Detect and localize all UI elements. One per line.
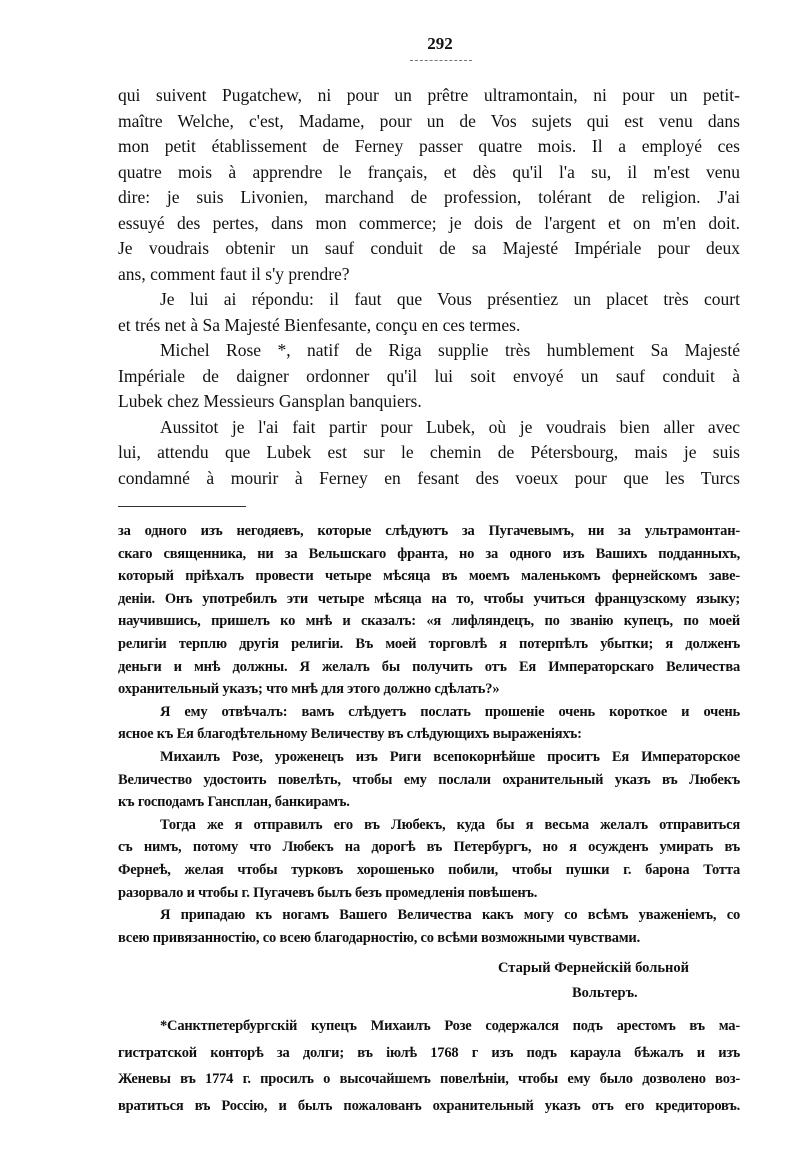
text-line: maître Welche, c'est, Madame, pour un de Vos sujets qui est venu dans	[118, 110, 740, 131]
text-line: Величество удостоить повелѣть, чтобы ему послали охранительный указъ въ Любекъ	[118, 771, 740, 788]
text-line: ясное къ Ея благодѣтельному Величеству въ слѣдующихъ выраженіяхъ:	[118, 726, 582, 743]
text-line: религіи терплю другія религіи. Въ моей торговлѣ я потерпѣлъ убытки; я долженъ	[118, 635, 740, 652]
text-line: который пріѣхалъ провести четыре мѣсяца въ моемъ маленькомъ фернейскомъ заве-	[118, 568, 740, 585]
text-line: научившись, пришелъ ко мнѣ и сказалъ: «я лифляндецъ, по званію купецъ, по моей	[118, 613, 740, 630]
text-line: et trés net à Sa Majesté Bienfesante, conçu en ces termes.	[118, 314, 521, 335]
text-line: Тогда же я отправилъ его въ Любекъ, куда бы я весьма желалъ отправиться	[160, 816, 740, 833]
text-line: qui suivent Pugatchew, ni pour un prêtre ultramontain, ni pour un petit-	[118, 85, 740, 105]
text-line: *Санктпетербургскій купецъ Михаилъ Розе содержался подъ арестомъ въ ма-	[160, 1018, 740, 1034]
text-line: за одного изъ негодяевъ, которые слѣдуютъ за Пугачевымъ, ни за ультрамонтан-	[118, 523, 740, 539]
text-line: всею привязанностію, со всею благодарностію, со всѣми возможными чувствами.	[118, 929, 641, 946]
page-number-rule	[410, 60, 472, 61]
text-line: деніи. Онъ употребилъ эти четыре мѣсяца на то, чтобы учиться французскому языку;	[118, 590, 740, 607]
text-line: гистратской конторѣ за долги; въ іюлѣ 1768 г изъ подъ караула бѣжалъ и изъ	[118, 1044, 740, 1061]
text-line: lui, attendu que Lubek est sur le chemin de Pétersbourg, mais je suis	[118, 442, 740, 462]
text-line: Lubek chez Messieurs Gansplan banquiers.	[118, 391, 422, 411]
text-line: Aussitot je l'ai fait partir pour Lubek, où je voudrais bien aller avec	[160, 416, 740, 437]
text-line: mon petit établissement de Ferney passer quatre mois. Il a employé ces	[118, 136, 740, 156]
text-line: Я припадаю къ ногамъ Вашего Величества какъ могу со всѣмъ уваженіемъ, со	[160, 907, 740, 924]
text-line: охранительный указъ; что мнѣ для этого должно сдѣлать?»	[118, 681, 500, 698]
footnote-separator	[118, 506, 246, 507]
text-line: Impériale de daigner ordonner qu'il lui soit envoyé un sauf conduit à	[118, 365, 740, 386]
text-line: Женевы въ 1774 г. просилъ о высочайшемъ повелѣніи, чтобы ему было дозволено воз-	[118, 1071, 740, 1087]
signature-line-1: Старый Фернейскій больной	[498, 960, 689, 976]
text-line: essuyé des pertes, dans mon commerce; je dois de l'argent et on m'en doit.	[118, 212, 740, 233]
page-number: 292	[427, 34, 453, 53]
text-line: condamné à mourir à Ferney en fesant des voeux pour que les Turcs	[118, 467, 740, 488]
text-line: Михаилъ Розе, уроженецъ изъ Риги всепокорнѣйше проситъ Ея Императорское	[160, 748, 740, 765]
text-line: Я ему отвѣчалъ: вамъ слѣдуетъ послать прошеніе очень короткое и очень	[160, 703, 740, 720]
text-line: Je lui ai répondu: il faut que Vous présentiez un placet très court	[160, 289, 740, 309]
text-line: ans, comment faut il s'y prendre?	[118, 263, 350, 284]
footnote	[118, 1013, 740, 1119]
text-line: Je voudrais obtenir un sauf conduit de sa Majesté Impériale pour deux	[118, 238, 740, 258]
text-line: скаго священника, ни за Вельшскаго франта, но за одного изъ Вашихъ подданныхъ,	[118, 545, 740, 562]
french-text	[118, 83, 740, 491]
text-line: вратиться въ Россію, и былъ пожалованъ охранительный указъ отъ его кредиторовъ.	[118, 1097, 740, 1114]
russian-translation	[118, 520, 740, 949]
text-line: къ господамъ Гансплан, банкирамъ.	[118, 794, 350, 811]
signature-line-2: Вольтеръ.	[572, 985, 638, 1001]
text-line: съ нимъ, потому что Любекъ на дорогѣ въ Петербургъ, но я осужденъ умирать въ	[118, 839, 740, 856]
text-line: Фернеѣ, желая чтобы турковъ хорошенько побили, чтобы пушки г. барона Тотта	[118, 861, 740, 878]
text-line: разорвало и чтобы г. Пугачевъ былъ безъ промедленія повѣшенъ.	[118, 884, 538, 901]
text-line: деньги и мнѣ должны. Я желалъ бы получить отъ Ея Императорскаго Величества	[118, 658, 740, 675]
text-line: quatre mois à apprendre le français, et dès qu'il l'a su, il m'est venu	[118, 161, 740, 182]
text-line: Michel Rose *, natif de Riga supplie très humblement Sa Majesté	[160, 340, 740, 360]
text-line: dire: je suis Livonien, marchand de profession, tolérant de religion. J'ai	[118, 187, 740, 207]
